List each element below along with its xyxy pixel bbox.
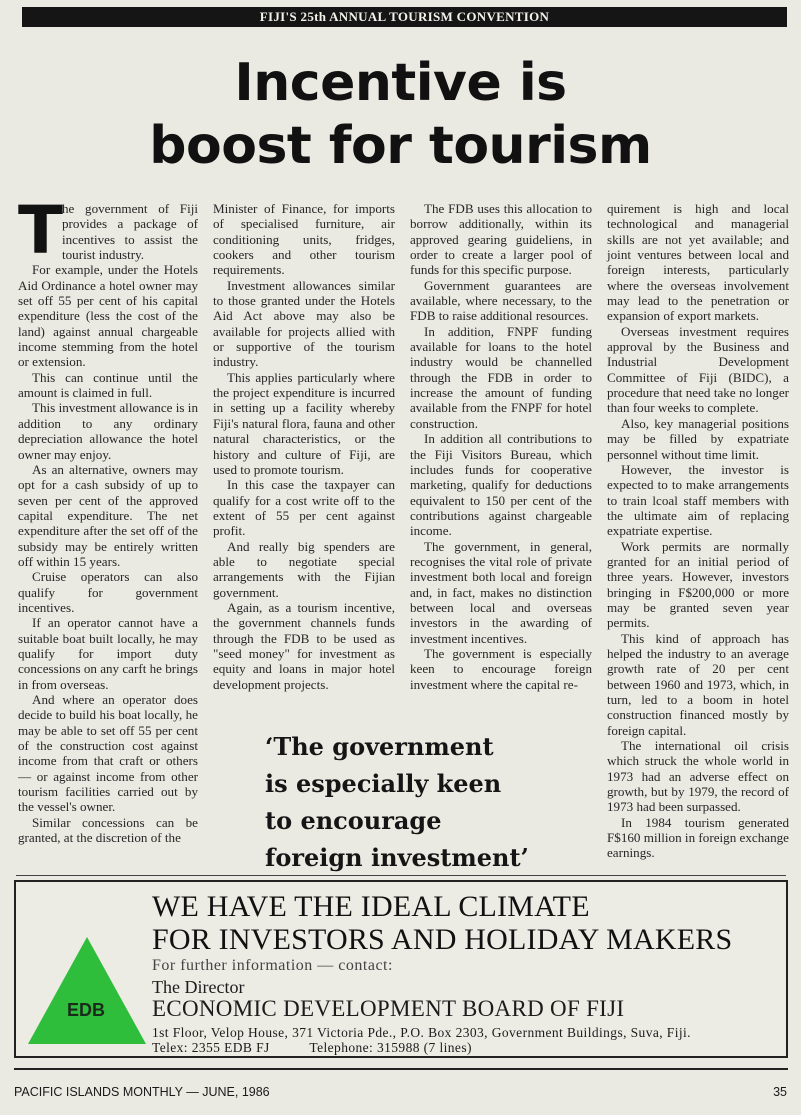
pull-quote-line: ‘The government xyxy=(265,732,494,761)
publication-footer: PACIFIC ISLANDS MONTHLY — JUNE, 1986 xyxy=(14,1085,270,1099)
footer-rule xyxy=(14,1068,788,1070)
paragraph: In 1984 tourism generated F$160 million in foreign exchange earnings. xyxy=(607,814,789,861)
ad-organization: ECONOMIC DEVELOPMENT BOARD OF FIJI xyxy=(152,996,625,1021)
paragraph: As an alternative, owners may opt for a cash subsidy of up to seven per cent of the approved capital expenditure. The net expenditure after the set off of the subsidy may be entirely written off within 15 years. xyxy=(18,461,198,569)
paragraph: The government, in general, recognises the vital role of private investment both local and foreign and, in fact, makes no distinction between local and overseas investors in the awarding of investment incentives. xyxy=(410,538,592,646)
page-number: 35 xyxy=(773,1085,787,1099)
paragraph: And where an operator does decide to build his boat locally, he may be able to set off 55 per cent of the construction cost against income from that craft or others — or against income from other tourism facilities carried out by the vessel's owner. xyxy=(18,692,198,815)
headline-line-1: Incentive is xyxy=(234,53,567,113)
article-column-3 xyxy=(410,201,592,692)
paragraph: However, the investor is expected to to make arrangements to train lcoal staff members with the ultimate aim of replacing expatriate expertise. xyxy=(607,461,789,539)
ad-telex: Telex: 2355 EDB FJ xyxy=(152,1040,270,1055)
paragraph: Again, as a tourism incentive, the government channels funds through the FDB to be used as "seed money" for investment as equity and loans in major hotel development projects. xyxy=(213,599,395,692)
paragraph: quirement is high and local technological and managerial skills are not yet available; and joint ventures between local and foreign interests, particularly where the overseas involvement may lead to the penetration or expansion of export markets. xyxy=(607,201,789,324)
paragraph: This investment allowance is in addition to any ordinary depreciation allowance the hotel owner may enjoy. xyxy=(18,400,198,462)
paragraph: Minister of Finance, for imports of specialised furniture, air conditioning units, fridges, cookers and other tourism requirements. xyxy=(213,201,395,278)
paragraph: Similar concessions can be granted, at the discretion of the xyxy=(18,814,198,846)
paragraph: This can continue until the amount is claimed in full. xyxy=(18,369,198,401)
section-banner: FIJI'S 25th ANNUAL TOURISM CONVENTION xyxy=(22,7,787,27)
paragraph: For example, under the Hotels Aid Ordinance a hotel owner may set off 55 per cent of his capital expenditure (less the cost of the land) against annual chargeable income stemming from the hotel or extension. xyxy=(18,262,198,370)
paragraph: Overseas investment requires approval by the Business and Industrial Development Committee of Fiji (BIDC), a procedure that need take no longer than four weeks to complete. xyxy=(607,323,789,416)
paragraph: The international oil crisis which struck the whole world in 1973 had an adverse effect on growth, but by 1979, the record of 1973 had been surpassed. xyxy=(607,738,789,815)
paragraph: In this case the taxpayer can qualify for a cost write off to the extent of 55 per cent against profit. xyxy=(213,477,395,539)
article-column-4 xyxy=(607,201,789,861)
ad-headline-line-1: WE HAVE THE IDEAL CLIMATE xyxy=(152,890,590,923)
ad-telephone: Telephone: 315988 (7 lines) xyxy=(309,1040,472,1055)
ad-headline xyxy=(152,890,732,956)
paragraph: This kind of approach has helped the industry to an average growth rate of 20 per cent between 1960 and 1973, which, in turn, led to a boom in hotel construction financed mostly by foreign capital. xyxy=(607,630,789,738)
paragraph: Cruise operators can also qualify for government incentives. xyxy=(18,569,198,615)
pull-quote-line: to encourage xyxy=(265,806,442,835)
paragraph: In addition, FNPF funding available for loans to the hotel industry would be channelled through the FDB in order to increase the amount of funding available from the FNPF for hotel construction. xyxy=(410,323,592,431)
ad-contact-title: The Director xyxy=(152,977,245,997)
headline-line-2: boost for tourism xyxy=(149,116,652,176)
paragraph: And really big spenders are able to negotiate special arrangements with the Fijian government. xyxy=(213,538,395,600)
paragraph: Government guarantees are available, where necessary, to the FDB to raise additional resources. xyxy=(410,277,592,324)
paragraph: Also, key managerial positions may be filled by expatriate personnel without time limit. xyxy=(607,415,789,462)
paragraph: Investment allowances similar to those granted under the Hotels Aid Act above may also be available for projects allied with or supportive of the tourism industry. xyxy=(213,277,395,370)
ad-address: 1st Floor, Velop House, 371 Victoria Pde., P.O. Box 2303, Government Buildings, Suva, Fiji. xyxy=(152,1025,691,1040)
pull-quote-line: is especially keen xyxy=(265,769,502,798)
edb-logo-text: EDB xyxy=(67,1000,106,1020)
paragraph: If an operator cannot have a suitable boat built locally, he may qualify for import duty concessions on any carft he brings in from overseas. xyxy=(18,615,198,692)
paragraph: This applies particularly where the project expenditure is incurred in setting up a facility whereby Fiji's natural flora, fauna and other natural characteristics, or the history and culture of Fiji, are used to promote tourism. xyxy=(213,369,395,477)
ad-headline-line-2: FOR INVESTORS AND HOLIDAY MAKERS xyxy=(152,923,733,956)
paragraph: In addition all contributions to the Fiji Visitors Bureau, which includes funds for cooperative marketing, qualify for deductions equivalent to 150 per cent of the contributions against chargeable income. xyxy=(410,431,592,539)
advertisement xyxy=(14,880,788,1058)
ad-contact-prompt: For further information — contact: xyxy=(152,957,393,974)
pull-quote-line: foreign investment’ xyxy=(265,843,529,872)
paragraph: The FDB uses this allocation to borrow additionally, within its approved gearing guideliens, in order to create a larger pool of funds for this specific purpose. xyxy=(410,201,592,278)
article-column-2 xyxy=(213,201,395,692)
pull-quote xyxy=(265,728,600,876)
article-column-1 xyxy=(18,192,198,846)
paragraph: Work permits are normally granted for an initial period of three years. However, investors bringing in F$200,000 or more may be granted seven year permits. xyxy=(607,538,789,631)
headline xyxy=(0,52,801,178)
edb-logo-triangle-icon xyxy=(28,937,146,1044)
ad-telex-line xyxy=(152,1040,472,1056)
drop-cap: T xyxy=(18,192,64,269)
paragraph: he government of Fiji provides a package of incentives to assist the tourist industry. xyxy=(62,201,198,263)
paragraph: The government is especially keen to encourage foreign investment where the capital re- xyxy=(410,645,592,692)
divider xyxy=(16,875,786,876)
